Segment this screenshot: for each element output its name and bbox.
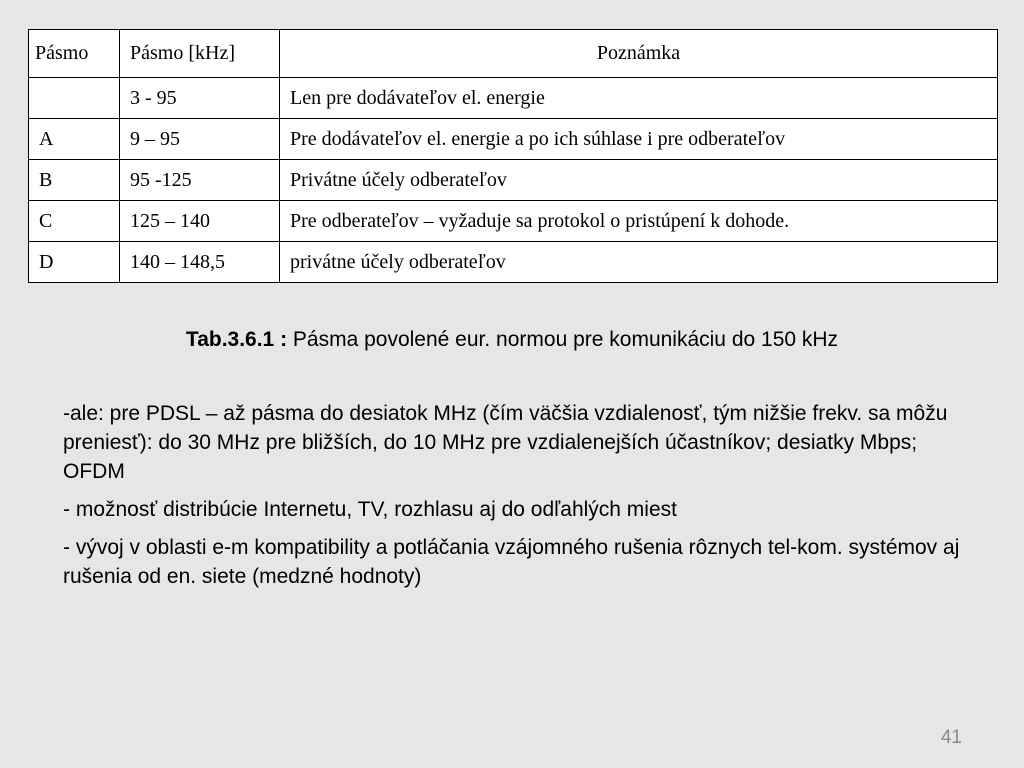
paragraph-emc: - vývoj v oblasti e-m kompatibility a potláčania vzájomného rušenia rôznych tel-kom. systémov aj rušenia od en. siete (medzné hodnoty) bbox=[63, 536, 960, 588]
table-caption bbox=[0, 328, 1024, 352]
cell-note: privátne účely odberateľov bbox=[280, 242, 998, 283]
header-note: Poznámka bbox=[280, 30, 998, 78]
table-row bbox=[29, 242, 998, 283]
body-text bbox=[63, 399, 973, 600]
frequency-bands-table bbox=[28, 29, 998, 283]
cell-band: A bbox=[29, 119, 120, 160]
caption-label: Tab.3.6.1 : bbox=[185, 328, 288, 351]
paragraph-distribution: - možnosť distribúcie Internetu, TV, rozhlasu aj do odľahlých miest bbox=[63, 498, 677, 521]
cell-khz: 9 – 95 bbox=[120, 119, 280, 160]
cell-band bbox=[29, 78, 120, 119]
cell-band: B bbox=[29, 160, 120, 201]
table-row bbox=[29, 201, 998, 242]
cell-khz: 125 – 140 bbox=[120, 201, 280, 242]
cell-khz: 3 - 95 bbox=[120, 78, 280, 119]
header-band-khz: Pásmo [kHz] bbox=[120, 30, 280, 78]
table-header-row bbox=[29, 30, 998, 78]
header-band: Pásmo bbox=[29, 30, 120, 78]
paragraph-pdsl: -ale: pre PDSL – až pásma do desiatok MHz (čím väčšia vzdialenosť, tým nižšie frekv. sa môžu preniesť): do 30 MHz pre bližších, do 10 MHz pre vzdialenejších účastníkov; desiatky Mbps; OFDM bbox=[63, 402, 948, 483]
page-number: 41 bbox=[940, 727, 962, 748]
table-row bbox=[29, 78, 998, 119]
cell-band: D bbox=[29, 242, 120, 283]
cell-note: Privátne účely odberateľov bbox=[280, 160, 998, 201]
cell-khz: 95 -125 bbox=[120, 160, 280, 201]
cell-khz: 140 – 148,5 bbox=[120, 242, 280, 283]
table-row bbox=[29, 119, 998, 160]
cell-note: Pre dodávateľov el. energie a po ich súhlase i pre odberateľov bbox=[280, 119, 998, 160]
caption-text: Pásma povolené eur. normou pre komunikáciu do 150 kHz bbox=[287, 328, 839, 351]
table-row bbox=[29, 160, 998, 201]
cell-note: Pre odberateľov – vyžaduje sa protokol o pristúpení k dohode. bbox=[280, 201, 998, 242]
cell-band: C bbox=[29, 201, 120, 242]
cell-note: Len pre dodávateľov el. energie bbox=[280, 78, 998, 119]
